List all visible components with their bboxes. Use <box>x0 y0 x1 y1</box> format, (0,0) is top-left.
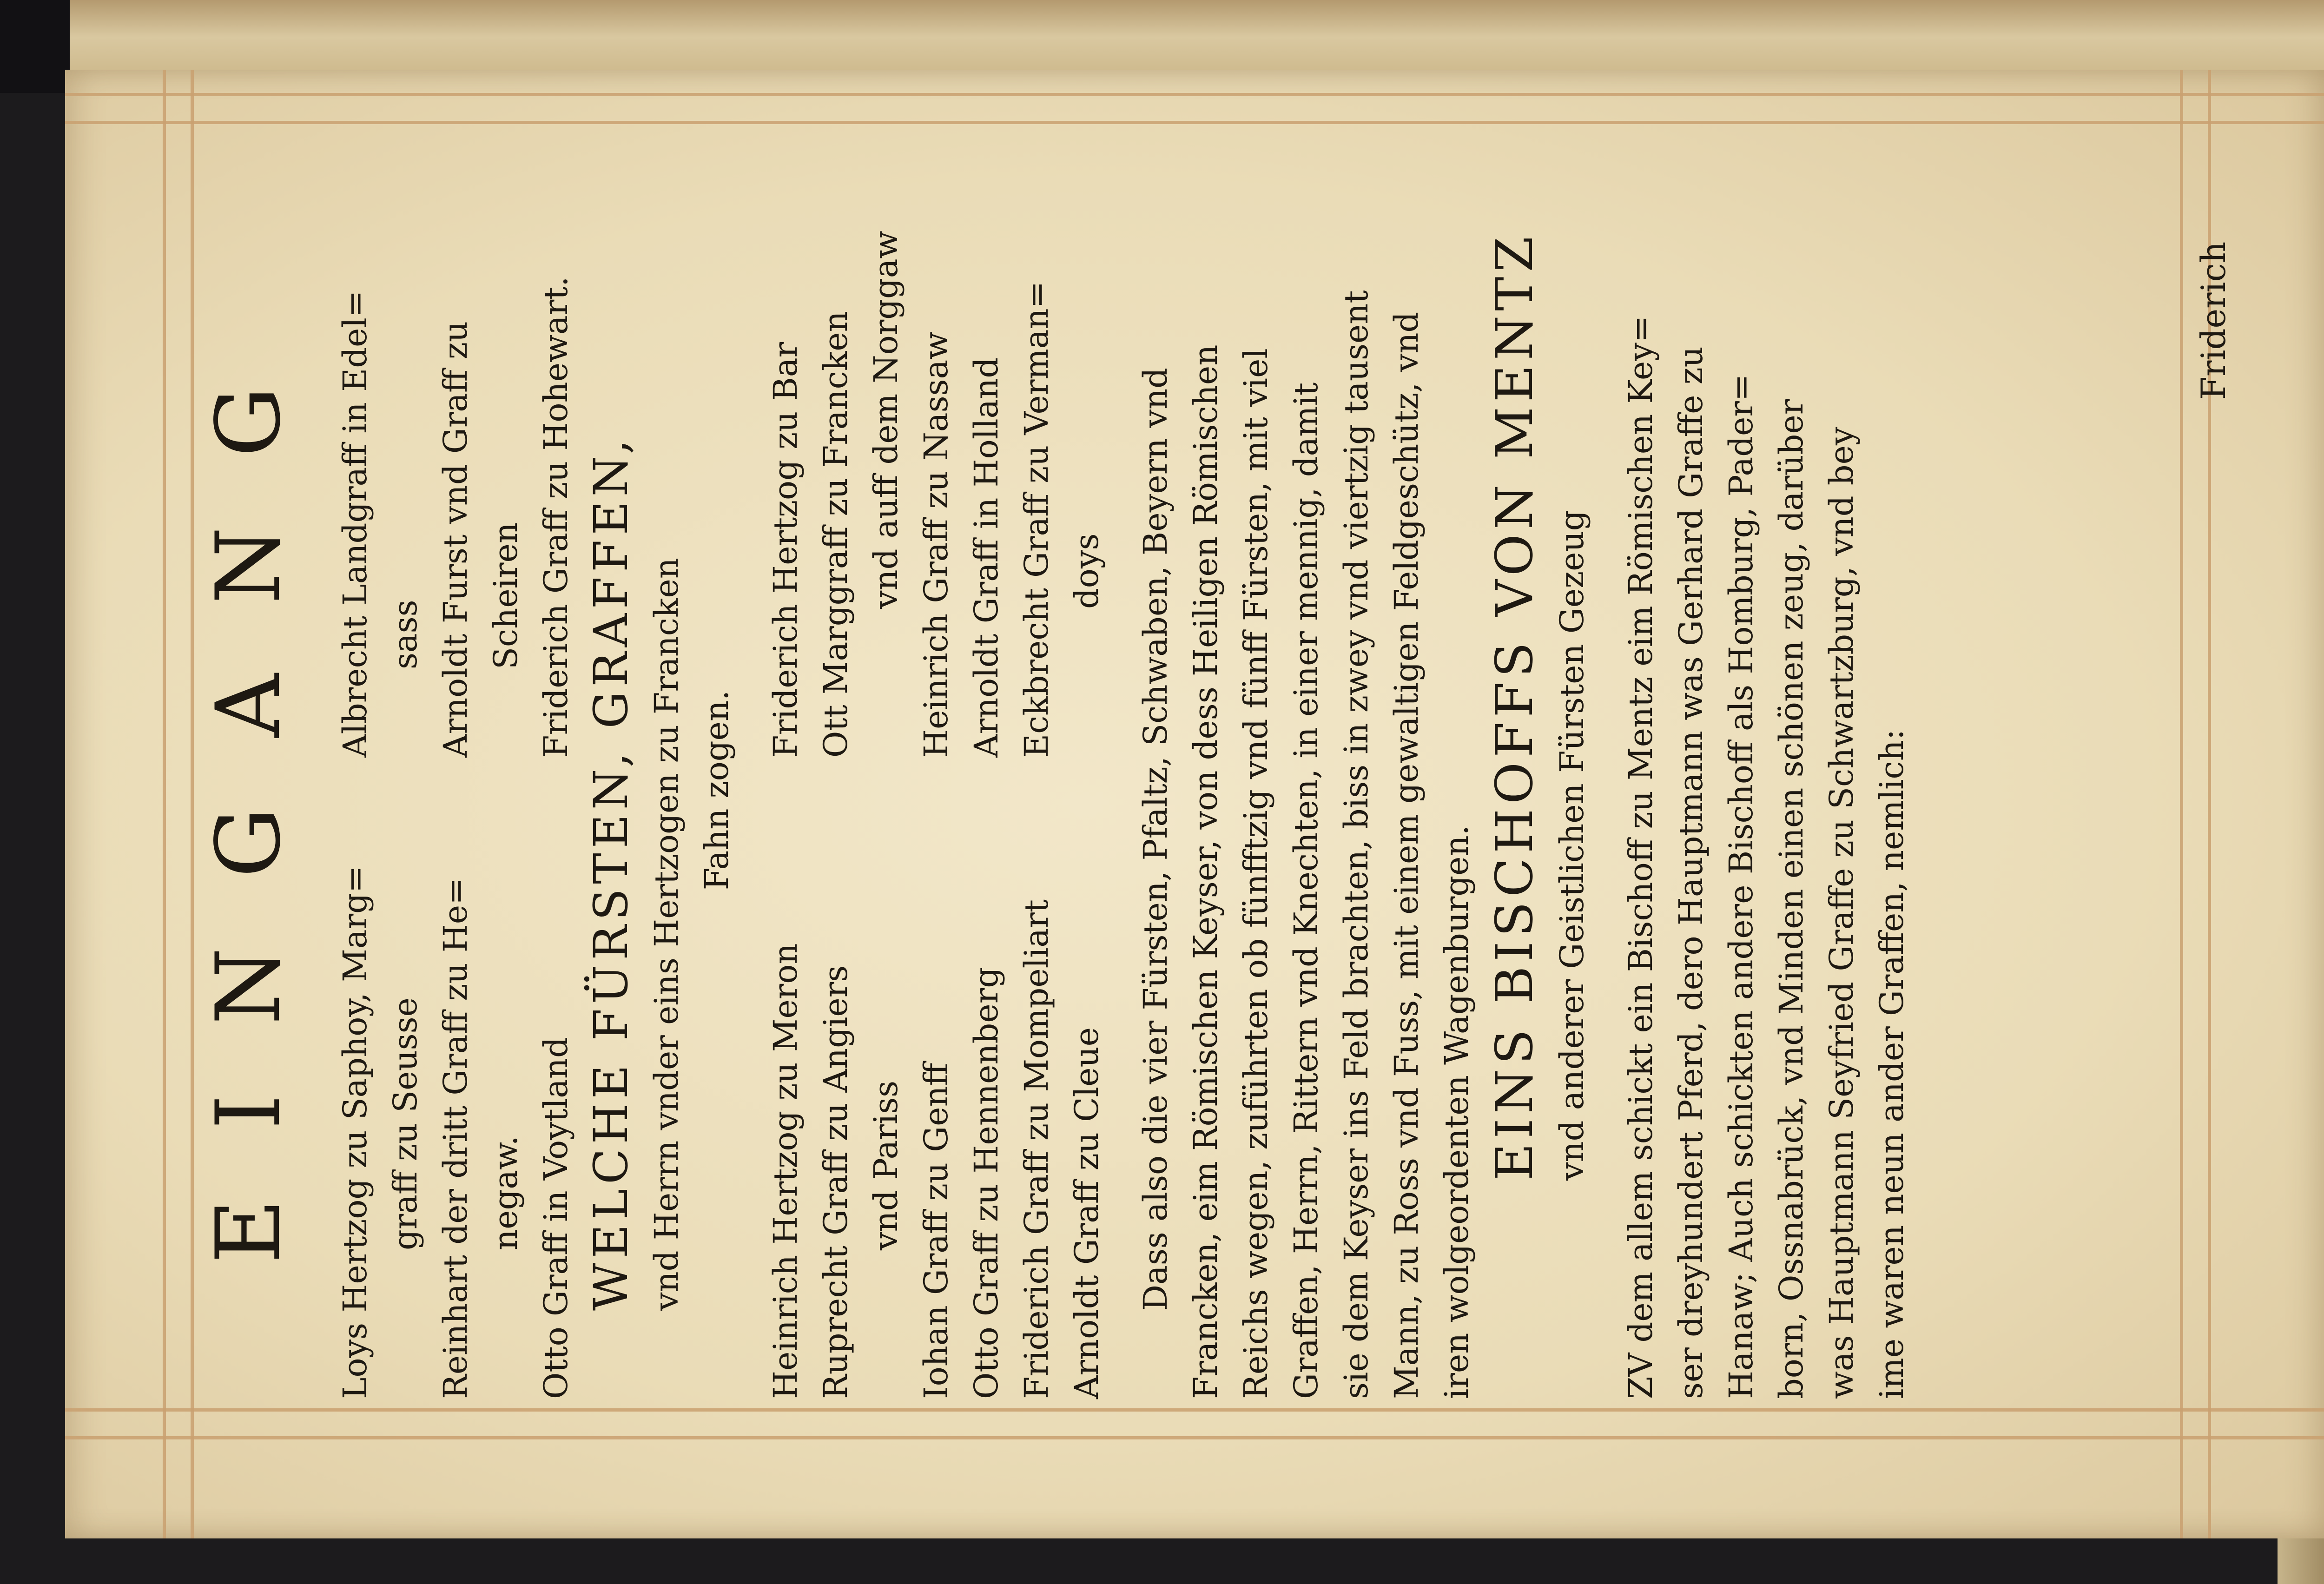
rotated-text <box>65 70 2324 1538</box>
text-line: ime waren neun ander Graffen, nemlich: <box>1873 729 1911 1399</box>
name-line: vnd Pariss <box>867 1080 905 1250</box>
section2-title: EINS BISCHOFFS VON MENTZ <box>1485 231 1544 1181</box>
name-line: Friderich Graff zu Hohewart. <box>537 276 575 758</box>
text-line: Francken, eim Römischen Keyser, von dess Heiligen Römischen <box>1187 344 1225 1399</box>
name-line: graff zu Seusse <box>386 997 424 1250</box>
text-line: Dass also die vier Fürsten, Pfaltz, Schwaben, Beyern vnd <box>1136 368 1175 1311</box>
text-line: sie dem Keyser ins Feld brachten, biss in zwey vnd viertzig tausent <box>1337 290 1375 1399</box>
name-line: Friderich Graff zu Mompeliart <box>1017 899 1056 1399</box>
name-line: Arnoldt Graff in Holland <box>967 357 1005 758</box>
text-line: born, Ossnabrück, vnd Minden einen schönen zeug, darüber <box>1772 399 1810 1399</box>
name-line: Ott Marggraff zu Francken <box>817 311 855 758</box>
name-line: negaw. <box>487 1135 525 1250</box>
name-line: Loys Hertzog zu Saphoy, Marg= <box>336 865 374 1399</box>
name-line: Otto Graff zu Hennenberg <box>967 967 1005 1399</box>
name-line: Arnoldt Graff zu Cleue <box>1068 1027 1106 1399</box>
text-line: Graffen, Herrn, Rittern vnd Knechten, in einer mennig, damit <box>1287 382 1325 1399</box>
names-block-2 <box>760 181 1112 1399</box>
name-line: Albrecht Landgraff in Edel= <box>336 290 374 758</box>
name-line: Iohan Graff zu Genff <box>917 1063 955 1399</box>
name-line: Reinhart der dritt Graff zu He= <box>436 878 475 1399</box>
text-line: ser dreyhundert Pferd, dero Hauptmann was Gerhard Graffe zu <box>1672 346 1710 1399</box>
text-line: was Hauptmann Seyfried Graffe zu Schwartzburg, vnd bey <box>1822 427 1861 1399</box>
paragraph-2 <box>1616 181 1917 1399</box>
name-line: Scheiren <box>487 522 525 669</box>
text-line: ZV dem allem schickt ein Bischoff zu Mentz eim Römischen Key= <box>1622 315 1660 1399</box>
paragraph-1 <box>1130 181 1482 1399</box>
name-line: Heinrich Graff zu Nassaw <box>917 331 955 758</box>
names-column-right <box>330 276 581 758</box>
text-line: Reichs wegen, zuführten ob fünfftzig vnd fünff Fürsten, mit viel <box>1237 348 1275 1399</box>
page-heading: EINGANG <box>197 317 300 1264</box>
section-title: WELCHE FÜRSTEN, GRAFFEN, <box>584 435 638 1311</box>
name-line: Friderich Hertzog zu Bar <box>766 342 805 758</box>
name-line: Arnoldt Furst vnd Graff zu <box>436 321 475 758</box>
name-line: doys <box>1068 533 1106 609</box>
text-line: Hanaw; Auch schickten andere Bischoff als Homburg, Pader= <box>1722 374 1760 1399</box>
names-column-right <box>760 231 1112 758</box>
name-line: sass <box>386 600 424 669</box>
section-subtitle: Fahn zogen. <box>698 690 736 891</box>
name-line: Ruprecht Graff zu Angiers <box>817 965 855 1399</box>
text-line: Mann, zu Ross vnd Fuss, mit einem gewaltigen Feldgeschütz, vnd <box>1387 311 1426 1399</box>
name-line: Otto Graff in Voytland <box>537 1037 575 1399</box>
manuscript-page <box>65 70 2324 1538</box>
name-line: Heinrich Hertzog zu Meron <box>766 943 805 1399</box>
section-subtitle: vnd Herrn vnder eins Hertzogen zu Francken <box>647 558 686 1311</box>
catchword: Friderich <box>2194 241 2233 400</box>
text-line: iren wolgeordenten Wagenburgen. <box>1438 825 1476 1399</box>
name-line: Eckbrecht Graff zu Verman= <box>1017 281 1056 758</box>
section2-subtitle: vnd anderer Geistlichen Fürsten Gezeug <box>1553 510 1591 1181</box>
names-block-1 <box>330 181 581 1399</box>
name-line: vnd auff dem Norggaw <box>867 231 905 609</box>
